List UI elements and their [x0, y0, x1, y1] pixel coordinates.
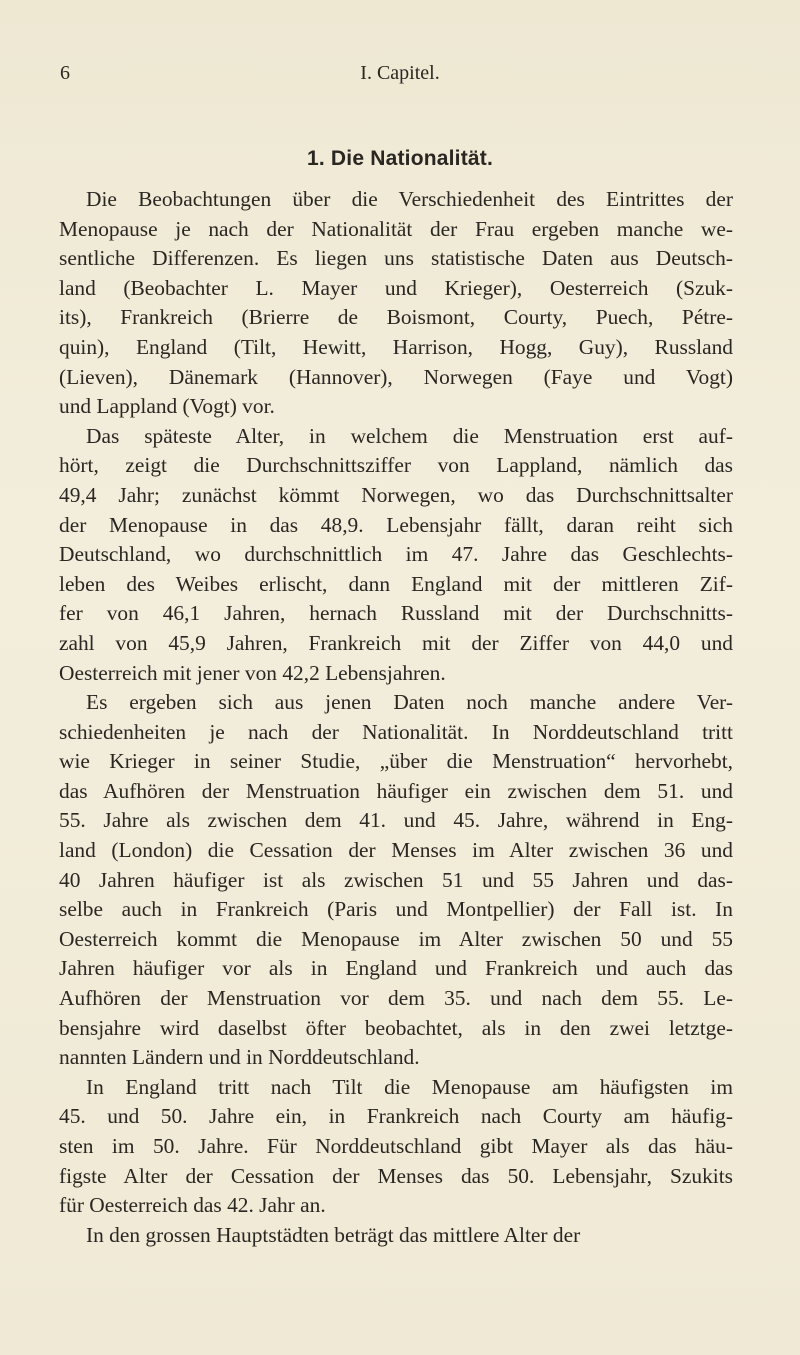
text-line: land (London) die Cessation der Menses im Alter zwischen 36 und [59, 838, 733, 863]
text-line: für Oesterreich das 42. Jahr an. [59, 1193, 326, 1218]
text-line: figste Alter der Cessation der Menses das 50. Lebensjahr, Szukits [59, 1163, 733, 1188]
body-text [59, 185, 733, 1250]
text-line: hört, zeigt die Durchschnittsziffer von Lappland, nämlich das [59, 453, 733, 478]
text-line: nannten Ländern und in Norddeutschland. [59, 1045, 420, 1070]
text-line: Es ergeben sich aus jenen Daten noch manche andere Ver- [86, 690, 733, 715]
text-line: Jahren häufiger vor als in England und Frankreich und auch das [59, 956, 733, 981]
text-line: das Aufhören der Menstruation häufiger ein zwischen dem 51. und [59, 778, 733, 803]
text-line: fer von 46,1 Jahren, hernach Russland mit der Durchschnitts- [59, 601, 733, 626]
text-line: 40 Jahren häufiger ist als zwischen 51 und 55 Jahren und das- [59, 867, 733, 892]
text-line: und Lappland (Vogt) vor. [59, 394, 275, 419]
text-line: 45. und 50. Jahre ein, in Frankreich nach Courty am häufig- [59, 1104, 733, 1129]
text-line: sten im 50. Jahre. Für Norddeutschland gibt Mayer als das häu- [59, 1134, 733, 1158]
text-line: land (Beobachter L. Mayer und Krieger), Oesterreich (Szuk- [59, 275, 733, 300]
paragraph [59, 1221, 733, 1251]
paragraph [59, 422, 733, 688]
text-line: schiedenheiten je nach der Nationalität. In Norddeutschland tritt [59, 719, 733, 744]
text-line: leben des Weibes erlischt, dann England mit der mittleren Zif- [59, 571, 733, 596]
text-line: 55. Jahre als zwischen dem 41. und 45. Jahre, während in Eng- [59, 808, 733, 833]
text-line: In England tritt nach Tilt die Menopause am häufigsten im [86, 1074, 733, 1099]
paragraph [59, 185, 733, 422]
paragraph [59, 688, 733, 1073]
text-line: bensjahre wird daselbst öfter beobachtet, als in den zwei letztge- [59, 1015, 733, 1040]
text-line: Oesterreich kommt die Menopause im Alter zwischen 50 und 55 [59, 926, 733, 951]
page-header [60, 62, 740, 92]
text-line: Das späteste Alter, in welchem die Menstruation erst auf- [86, 423, 733, 448]
text-line: 49,4 Jahr; zunächst kömmt Norwegen, wo das Durchschnittsalter [59, 482, 733, 507]
text-line: zahl von 45,9 Jahren, Frankreich mit der Ziffer von 44,0 und [59, 630, 733, 655]
text-line: sentliche Differenzen. Es liegen uns statistische Daten aus Deutsch- [59, 246, 733, 271]
text-line: its), Frankreich (Brierre de Boismont, Courty, Puech, Pétre- [59, 305, 733, 330]
text-line: (Lieven), Dänemark (Hannover), Norwegen (Faye und Vogt) [59, 364, 733, 389]
text-line: Oesterreich mit jener von 42,2 Lebensjahren. [59, 660, 446, 685]
paragraph [59, 1073, 733, 1221]
section-title: 1. Die Nationalität. [306, 147, 494, 170]
text-line: der Menopause in das 48,9. Lebensjahr fällt, daran reiht sich [59, 512, 733, 537]
text-line: In den grossen Hauptstädten beträgt das mittlere Alter der [86, 1222, 581, 1247]
running-head: I. Capitel. [360, 62, 440, 84]
page-number: 6 [60, 62, 70, 84]
text-line: wie Krieger in seiner Studie, „über die Menstruation“ hervorhebt, [59, 749, 733, 774]
text-line: quin), England (Tilt, Hewitt, Harrison, Hogg, Guy), Russland [59, 334, 733, 359]
text-line: Menopause je nach der Nationalität der Frau ergeben manche we- [59, 216, 733, 241]
text-line: Deutschland, wo durchschnittlich im 47. Jahre das Geschlechts- [59, 542, 733, 567]
text-line: selbe auch in Frankreich (Paris und Montpellier) der Fall ist. In [59, 897, 733, 922]
text-line: Aufhören der Menstruation vor dem 35. und nach dem 55. Le- [59, 986, 733, 1011]
text-line: Die Beobachtungen über die Verschiedenheit des Eintrittes der [86, 187, 733, 211]
